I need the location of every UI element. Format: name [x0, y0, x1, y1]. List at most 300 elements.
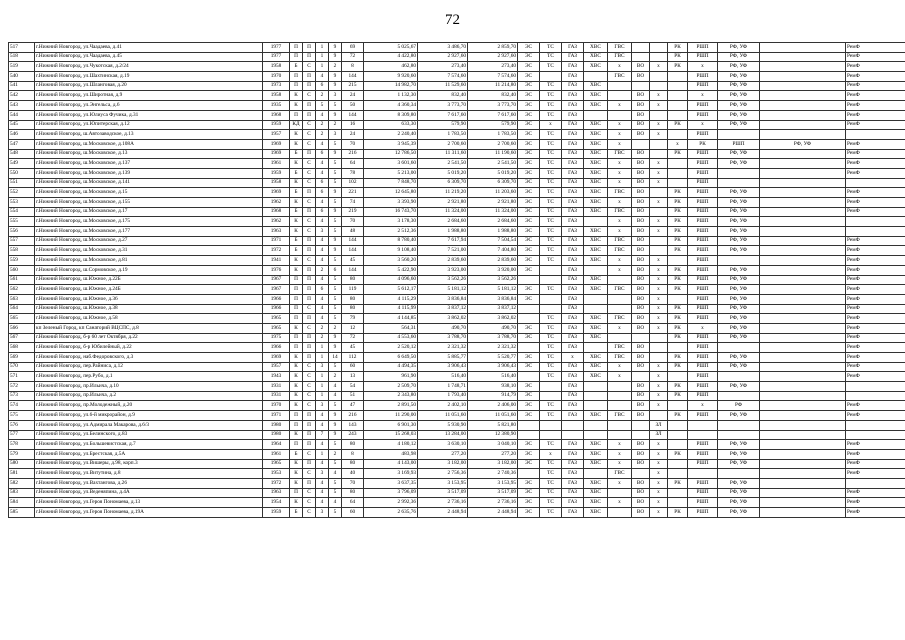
- table-cell: 80: [342, 304, 364, 314]
- table-cell: [760, 110, 846, 120]
- table-cell: [760, 207, 846, 217]
- table-cell: РФ, УФ: [718, 508, 760, 518]
- table-cell: 4: [329, 382, 342, 392]
- table-cell: 54: [342, 382, 364, 392]
- table-cell: ТС: [540, 323, 562, 333]
- table-cell: 3 517,09: [418, 488, 468, 498]
- table-cell: ЭС: [518, 236, 540, 246]
- table-cell: [608, 508, 632, 518]
- table-cell: 1: [316, 382, 329, 392]
- table-cell: х: [650, 227, 668, 237]
- table-cell: 5 520,77: [468, 353, 518, 363]
- table-cell: 2: [316, 91, 329, 101]
- table-cell: [632, 430, 650, 440]
- table-cell: [760, 217, 846, 227]
- table-cell: х: [688, 323, 718, 333]
- table-cell: РФ: [718, 401, 760, 411]
- table-cell: РемФ: [846, 149, 905, 159]
- table-cell: 2 684,60: [418, 217, 468, 227]
- table-cell: ХВС: [584, 449, 608, 459]
- table-cell: [632, 52, 650, 62]
- table-cell: 9: [329, 207, 342, 217]
- table-cell: П: [290, 52, 303, 62]
- table-cell: ХВС: [584, 488, 608, 498]
- table-cell: РК: [668, 43, 688, 53]
- table-row: [9, 304, 905, 314]
- table-cell: 119: [342, 285, 364, 295]
- table-row: [9, 323, 905, 333]
- table-cell: РемФ: [846, 362, 905, 372]
- table-cell: х: [650, 62, 668, 72]
- table-row: [9, 478, 905, 488]
- table-cell: ТС: [540, 343, 562, 353]
- table-cell: ГВС: [608, 43, 632, 53]
- table-cell: х: [650, 198, 668, 208]
- table-cell: 1 748,71: [418, 382, 468, 392]
- table-cell: ХВС: [584, 43, 608, 53]
- table-cell: 9: [329, 343, 342, 353]
- table-cell: г.Нижний Новгород, ул.Героя Пономаева, д.13: [35, 498, 263, 508]
- table-cell: ГВС: [608, 469, 632, 479]
- table-cell: РШП: [688, 391, 718, 401]
- table-cell: РФ, УФ: [718, 159, 760, 169]
- table-cell: ВО: [632, 275, 650, 285]
- table-cell: г.Нижний Новгород, ш.Московское, д.108А: [35, 139, 263, 149]
- table-cell: ГАЗ: [562, 120, 584, 130]
- table-cell: г.Нижний Новгород, ул.Большевистская, д.7: [35, 440, 263, 450]
- table-cell: РемФ: [846, 488, 905, 498]
- table-cell: ВО: [632, 246, 650, 256]
- table-cell: [668, 178, 688, 188]
- table-cell: 4: [316, 217, 329, 227]
- table-cell: 4: [316, 168, 329, 178]
- table-cell: РК: [668, 285, 688, 295]
- table-cell: ЭС: [518, 149, 540, 159]
- table-cell: 5: [329, 178, 342, 188]
- table-cell: РК: [668, 449, 688, 459]
- table-cell: ВО: [632, 130, 650, 140]
- table-cell: РФ, УФ: [718, 52, 760, 62]
- table-cell: г.Нижний Новгород, пер.Райниса, д.12: [35, 362, 263, 372]
- table-cell: РемФ: [846, 498, 905, 508]
- table-cell: х: [608, 168, 632, 178]
- table-cell: РФ, УФ: [718, 149, 760, 159]
- table-row: [9, 101, 905, 111]
- table-cell: ХВС: [584, 188, 608, 198]
- table-row: [9, 498, 905, 508]
- table-cell: ВО: [632, 440, 650, 450]
- table-cell: [760, 469, 846, 479]
- table-cell: РемФ: [846, 411, 905, 421]
- table-cell: х: [650, 449, 668, 459]
- table-cell: РФ, УФ: [718, 449, 760, 459]
- table-cell: П: [290, 294, 303, 304]
- table-cell: ЭС: [518, 120, 540, 130]
- table-cell: [760, 411, 846, 421]
- table-cell: 2 927,60: [418, 52, 468, 62]
- table-cell: ВО: [632, 391, 650, 401]
- table-cell: П: [303, 314, 316, 324]
- table-cell: ВО: [632, 178, 650, 188]
- table-cell: ВО: [632, 478, 650, 488]
- table-cell: 9: [329, 72, 342, 82]
- table-cell: г.Нижний Новгород, ул.Вахтангова, д.26: [35, 478, 263, 488]
- table-cell: [760, 101, 846, 111]
- table-cell: х: [540, 120, 562, 130]
- table-cell: 7 504,54: [468, 236, 518, 246]
- table-cell: 1958: [263, 178, 290, 188]
- table-cell: ЭС: [518, 459, 540, 469]
- table-cell: К: [290, 353, 303, 363]
- table-cell: [608, 420, 632, 430]
- table-cell: [760, 343, 846, 353]
- table-cell: [760, 188, 846, 198]
- table-cell: ХВС: [584, 275, 608, 285]
- table-cell: [846, 478, 905, 488]
- table-cell: К: [290, 91, 303, 101]
- table-cell: П: [290, 304, 303, 314]
- table-cell: ГАЗ: [562, 391, 584, 401]
- table-cell: РемФ: [846, 188, 905, 198]
- table-cell: 4 422,80: [364, 52, 418, 62]
- table-cell: 1965: [263, 323, 290, 333]
- table-cell: [608, 294, 632, 304]
- table-cell: КД: [290, 120, 303, 130]
- table-cell: РШП: [688, 178, 718, 188]
- table-cell: х: [650, 130, 668, 140]
- table-cell: 3: [316, 469, 329, 479]
- table-cell: 2 541,50: [468, 159, 518, 169]
- table-cell: г.Нижний Новгород, ш.Московское, д.155: [35, 198, 263, 208]
- table-cell: 1958: [263, 91, 290, 101]
- table-cell: ВО: [632, 101, 650, 111]
- table-cell: Б: [290, 508, 303, 518]
- table-cell: [760, 168, 846, 178]
- table-cell: 6 901,30: [364, 420, 418, 430]
- table-cell: [584, 469, 608, 479]
- table-cell: 561: [9, 275, 35, 285]
- table-cell: ХВС: [584, 207, 608, 217]
- table-cell: 4: [316, 411, 329, 421]
- table-cell: ЭС: [518, 362, 540, 372]
- table-cell: [562, 420, 584, 430]
- table-row: [9, 411, 905, 421]
- table-cell: 6: [316, 178, 329, 188]
- table-cell: 14: [329, 353, 342, 363]
- table-cell: [668, 168, 688, 178]
- table-cell: [608, 304, 632, 314]
- table-cell: К: [290, 130, 303, 140]
- table-cell: 3 906,43: [418, 362, 468, 372]
- table-cell: ГАЗ: [562, 159, 584, 169]
- table-cell: [668, 343, 688, 353]
- table-cell: ГАЗ: [562, 62, 584, 72]
- table-cell: ГВС: [608, 285, 632, 295]
- table-cell: ГАЗ: [562, 227, 584, 237]
- table-cell: ГАЗ: [562, 265, 584, 275]
- table-cell: ВО: [632, 382, 650, 392]
- table-cell: 4: [316, 420, 329, 430]
- table-cell: РемФ: [846, 236, 905, 246]
- table-cell: 2 240,40: [364, 130, 418, 140]
- table-cell: Б: [290, 449, 303, 459]
- table-cell: ВО: [632, 459, 650, 469]
- table-cell: 544: [9, 110, 35, 120]
- table-cell: х: [650, 120, 668, 130]
- table-cell: 3: [316, 508, 329, 518]
- table-cell: х: [650, 256, 668, 266]
- table-cell: 1968: [263, 110, 290, 120]
- table-cell: 575: [9, 411, 35, 421]
- table-cell: 2 891,50: [364, 401, 418, 411]
- table-cell: 3: [329, 91, 342, 101]
- table-cell: ЭС: [518, 411, 540, 421]
- table-cell: РК: [668, 411, 688, 421]
- table-cell: С: [303, 401, 316, 411]
- table-cell: РШП: [688, 265, 718, 275]
- table-row: [9, 149, 905, 159]
- table-cell: 1 793,40: [418, 391, 468, 401]
- table-cell: 11 214,80: [468, 81, 518, 91]
- table-cell: 1: [316, 62, 329, 72]
- table-cell: 1: [316, 449, 329, 459]
- table-cell: кп Зеленый Город, кп Санаторий ВЦСПС, д.8: [35, 323, 263, 333]
- table-row: [9, 372, 905, 382]
- table-cell: [518, 304, 540, 314]
- table-row: [9, 52, 905, 62]
- table-cell: ГВС: [608, 343, 632, 353]
- table-cell: 45: [342, 256, 364, 266]
- table-cell: 5: [316, 101, 329, 111]
- table-cell: 5 422,90: [364, 265, 418, 275]
- table-cell: С: [303, 469, 316, 479]
- table-cell: г.Нижний Новгород, ул.Веденяпина, д.4А: [35, 488, 263, 498]
- table-cell: ЭС: [518, 246, 540, 256]
- table-cell: ВО: [632, 110, 650, 120]
- table-cell: РФ, УФ: [718, 478, 760, 488]
- table-cell: ГВС: [608, 236, 632, 246]
- table-cell: [584, 304, 608, 314]
- table-cell: г.Нижний Новгород, б-р 60 лет Октября, д.22: [35, 333, 263, 343]
- table-cell: 1 783,50: [468, 130, 518, 140]
- table-cell: 4 115,29: [364, 294, 418, 304]
- table-cell: х: [650, 498, 668, 508]
- table-cell: 1969: [263, 188, 290, 198]
- table-cell: РемФ: [846, 343, 905, 353]
- table-cell: [760, 275, 846, 285]
- table-cell: ЭС: [518, 139, 540, 149]
- table-cell: х: [650, 265, 668, 275]
- table-cell: 1: [316, 343, 329, 353]
- table-cell: [760, 178, 846, 188]
- table-row: [9, 159, 905, 169]
- table-cell: 546: [9, 130, 35, 140]
- table-cell: РемФ: [846, 401, 905, 411]
- table-cell: х: [608, 478, 632, 488]
- table-cell: П: [303, 430, 316, 440]
- table-cell: 577: [9, 430, 35, 440]
- table-cell: [760, 508, 846, 518]
- table-cell: 3 517,09: [468, 488, 518, 498]
- table-cell: С: [303, 498, 316, 508]
- table-cell: [650, 207, 668, 217]
- table-cell: х: [608, 256, 632, 266]
- table-cell: РК: [668, 120, 688, 130]
- table-cell: РФ, УФ: [718, 362, 760, 372]
- table-cell: 545: [9, 120, 35, 130]
- table-cell: х: [650, 178, 668, 188]
- table-cell: 5: [329, 478, 342, 488]
- table-cell: х: [608, 217, 632, 227]
- table-cell: 1935: [263, 101, 290, 111]
- table-cell: ГАЗ: [562, 285, 584, 295]
- table-cell: ГАЗ: [562, 498, 584, 508]
- table-cell: г.Нижний Новгород, ул.Адмирала Макарова, д.6/3: [35, 420, 263, 430]
- table-cell: [668, 420, 688, 430]
- table-cell: П: [303, 411, 316, 421]
- table-cell: 5: [329, 294, 342, 304]
- table-cell: РФ, УФ: [718, 459, 760, 469]
- table-cell: РемФ: [846, 62, 905, 72]
- table-cell: ХВС: [584, 159, 608, 169]
- table-cell: [584, 265, 608, 275]
- table-cell: 1968: [263, 207, 290, 217]
- table-cell: [760, 236, 846, 246]
- table-cell: С: [303, 372, 316, 382]
- table-cell: РемФ: [846, 469, 905, 479]
- table-cell: [608, 401, 632, 411]
- table-cell: 5: [329, 401, 342, 411]
- table-cell: 5 019,20: [468, 168, 518, 178]
- table-cell: [760, 130, 846, 140]
- table-cell: РШП: [688, 362, 718, 372]
- table-cell: х: [650, 285, 668, 295]
- table-cell: 567: [9, 333, 35, 343]
- table-cell: 69: [342, 43, 364, 53]
- table-cell: [668, 159, 688, 169]
- table-cell: ВО: [632, 149, 650, 159]
- table-cell: 2 700,60: [418, 139, 468, 149]
- table-cell: [650, 333, 668, 343]
- table-cell: ГАЗ: [562, 168, 584, 178]
- table-cell: 2: [329, 372, 342, 382]
- table-cell: 7: [316, 430, 329, 440]
- table-cell: 490,70: [418, 323, 468, 333]
- table-cell: г.Нижний Новгород, ш.Московское, д.177: [35, 227, 263, 237]
- table-row: [9, 488, 905, 498]
- table-cell: 1: [316, 353, 329, 363]
- table-cell: 5: [329, 508, 342, 518]
- table-cell: г.Нижний Новгород, ул.Шланговая, д.20: [35, 81, 263, 91]
- table-cell: 517: [9, 43, 35, 53]
- table-cell: ГАЗ: [562, 343, 584, 353]
- table-cell: РШП: [688, 168, 718, 178]
- table-cell: ЭС: [518, 333, 540, 343]
- table-cell: ВО: [632, 304, 650, 314]
- table-cell: 580: [9, 459, 35, 469]
- table-cell: ТС: [540, 256, 562, 266]
- table-cell: 11 529,60: [418, 81, 468, 91]
- table-cell: П: [290, 343, 303, 353]
- table-cell: [760, 391, 846, 401]
- table-cell: 4: [329, 498, 342, 508]
- table-cell: [650, 110, 668, 120]
- table-cell: [650, 411, 668, 421]
- table-cell: [668, 81, 688, 91]
- table-cell: 4 143,00: [364, 459, 418, 469]
- table-cell: 556: [9, 227, 35, 237]
- table-cell: 11 051,60: [468, 411, 518, 421]
- table-cell: 3 562,26: [468, 275, 518, 285]
- table-cell: С: [303, 159, 316, 169]
- table-cell: 5 930,90: [418, 420, 468, 430]
- table-cell: Б: [290, 188, 303, 198]
- table-cell: [760, 401, 846, 411]
- table-cell: 5: [329, 227, 342, 237]
- table-cell: [760, 333, 846, 343]
- table-cell: [668, 294, 688, 304]
- table-cell: РФ, УФ: [718, 294, 760, 304]
- table-cell: 70: [342, 217, 364, 227]
- table-cell: 78: [342, 168, 364, 178]
- table-cell: 3 862,02: [468, 314, 518, 324]
- table-cell: ЭС: [518, 488, 540, 498]
- table-cell: 216: [342, 411, 364, 421]
- table-cell: К: [290, 469, 303, 479]
- table-cell: С: [303, 304, 316, 314]
- table-cell: 6 309,70: [418, 178, 468, 188]
- table-cell: [540, 382, 562, 392]
- table-row: [9, 207, 905, 217]
- table-cell: ГАЗ: [562, 382, 584, 392]
- table-cell: ТС: [540, 469, 562, 479]
- table-cell: ЭС: [518, 227, 540, 237]
- table-cell: х: [650, 323, 668, 333]
- table-cell: РемФ: [846, 168, 905, 178]
- table-cell: 1977: [263, 43, 290, 53]
- table-cell: [668, 256, 688, 266]
- table-cell: 9: [329, 81, 342, 91]
- table-cell: [584, 430, 608, 440]
- table-cell: 3 788,70: [468, 333, 518, 343]
- table-cell: 1959: [263, 508, 290, 518]
- table-cell: РемФ: [846, 159, 905, 169]
- table-cell: [718, 391, 760, 401]
- table-cell: 3 773,70: [418, 101, 468, 111]
- table-cell: х: [650, 401, 668, 411]
- table-cell: г.Нижний Новгород, ш.Московское, д.13: [35, 149, 263, 159]
- table-cell: [518, 343, 540, 353]
- table-cell: 541: [9, 81, 35, 91]
- table-cell: 1943: [263, 372, 290, 382]
- table-cell: ХВС: [584, 333, 608, 343]
- table-cell: П: [303, 246, 316, 256]
- table-cell: РемФ: [846, 372, 905, 382]
- table-cell: 4 180,12: [364, 440, 418, 450]
- table-cell: 8 309,80: [364, 110, 418, 120]
- table-cell: С: [303, 62, 316, 72]
- table-cell: 4 494,35: [364, 362, 418, 372]
- table-cell: [760, 120, 846, 130]
- table-cell: РШП: [688, 343, 718, 353]
- table-cell: [760, 314, 846, 324]
- table-cell: К: [290, 382, 303, 392]
- table-cell: ВО: [632, 488, 650, 498]
- table-cell: [584, 294, 608, 304]
- table-cell: К: [290, 459, 303, 469]
- table-row: [9, 362, 905, 372]
- table-cell: 5: [329, 159, 342, 169]
